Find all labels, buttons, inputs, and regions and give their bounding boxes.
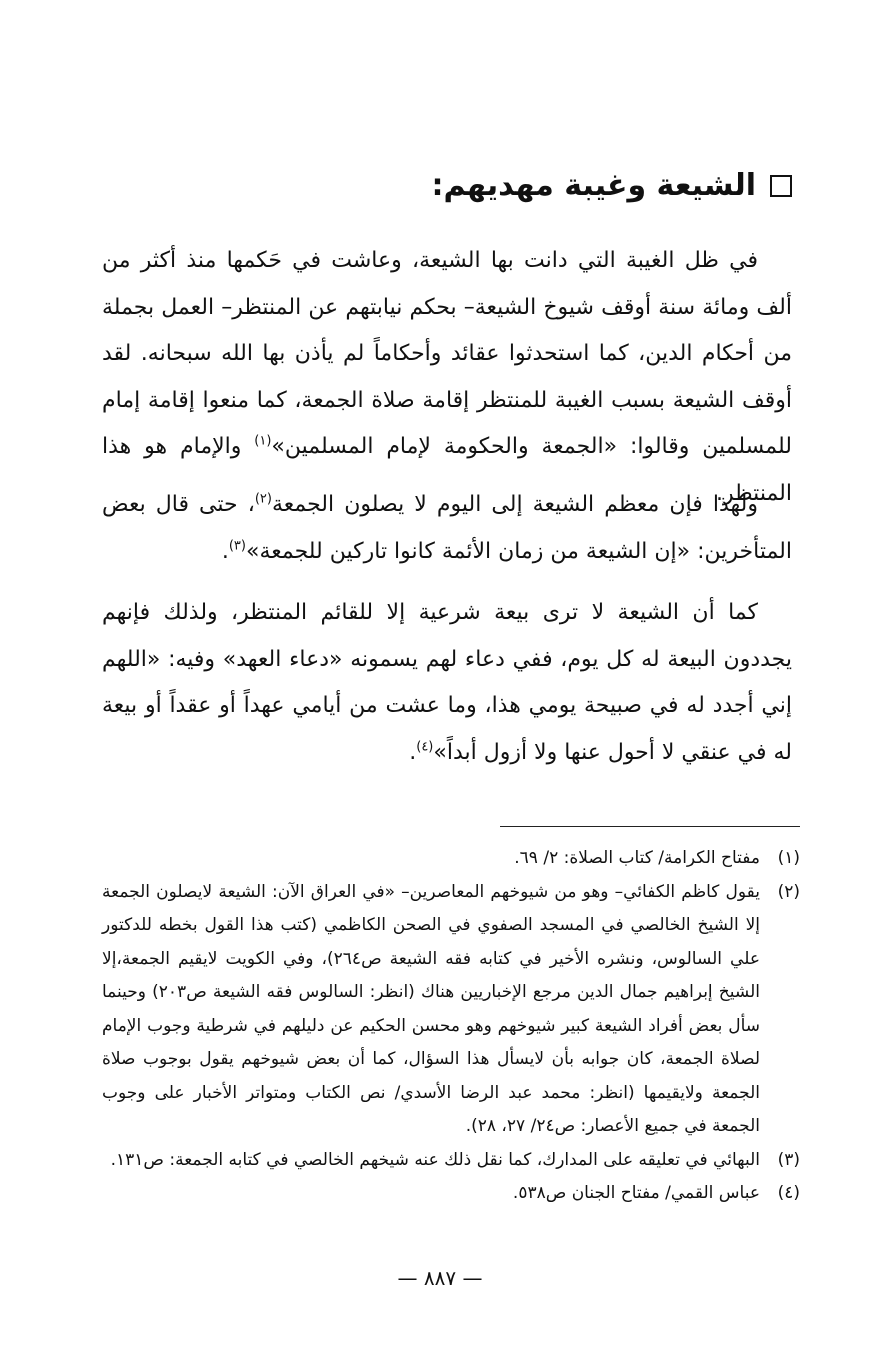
footnote-number: (٣) xyxy=(777,1149,800,1170)
paragraph-1-text-b: والإمام هو هذا المنتظر. xyxy=(102,434,792,506)
footnote-item xyxy=(102,876,800,1144)
footnote-number: (١) xyxy=(777,848,800,868)
footnote-item xyxy=(102,1177,800,1211)
footnote-item xyxy=(102,1144,800,1178)
paragraph-3-text-a: كما أن الشيعة لا ترى بيعة شرعية إلا للقائم المنتظر، ولذلك فإنهم يجددون البيعة له كل يوم، ففي دعاء لهم يسمونه «دعاء العهد» وفيه: «اللهم إني أجدد له في صبيحة يومي هذا، وما عشت من أيامي عهداً أو عقداً أو بيعة له في عنقي لا أحول عنها ولا أزول أبداً» xyxy=(102,600,792,765)
footnote-ref-3: (٣) xyxy=(228,538,246,554)
section-heading xyxy=(100,160,792,212)
footnote-text: البهائي في تعليقه على المدارك، كما نقل ذلك عنه شيخهم الخالصي في كتابه الجمعة: ص١٣١. xyxy=(110,1149,760,1170)
footnote-number: (٢) xyxy=(777,881,800,902)
footnote-text: مفتاح الكرامة/ كتاب الصلاة: ٢/ ٦٩. xyxy=(514,848,760,868)
footnote-divider xyxy=(500,826,800,827)
footnote-item xyxy=(102,842,800,876)
paragraph-1-text-a: في ظل الغيبة التي دانت بها الشيعة، وعاشت في حَكمها منذ أكثر من ألف ومائة سنة أوقف شيوخ الشيعة– بحكم نيابتهم عن المنتظر– العمل بجملة من أحكام الدين، كما استحدثوا عقائد وأحكاماً لم يأذن بها الله سبحانه. لقد أوقف الشيعة بسبب الغيبة للمنتظر إقامة صلاة الجمعة، كما منعوا إقامة إمام للمسلمين وقالوا: «الجمعة والحكومة لإمام المسلمين» xyxy=(102,248,792,459)
paragraph-2-text-c: . xyxy=(221,538,229,564)
paragraph-3-text-b: . xyxy=(409,739,417,765)
square-bullet-icon xyxy=(770,175,792,197)
paragraph-2-text-a: ولهذا فإن معظم الشيعة إلى اليوم لا يصلون الجمعة xyxy=(271,492,758,517)
section-heading-text: الشيعة وغيبة مهديهم: xyxy=(431,168,756,203)
footnote-ref-1: (١) xyxy=(254,433,272,449)
footnote-text: عباس القمي/ مفتاح الجنان ص٥٣٨. xyxy=(512,1183,760,1203)
paragraph-3 xyxy=(102,590,792,776)
footnotes xyxy=(102,842,800,1211)
footnote-ref-2: (٢) xyxy=(254,491,272,507)
footnote-ref-4: (٤) xyxy=(416,739,434,755)
footnote-text: يقول كاظم الكفائي– وهو من شيوخهم المعاصرين– «في العراق الآن: الشيعة لايصلون الجمعة إلا الشيخ الخالصي في المسجد الصفوي في الصحن الكاظمي (كتب هذا القول بخطه للدكتور علي السالوس، ونشره الأخير في كتابه فقه الشيعة ص٢٦٤)، وفي الكويت لايقيم الجمعة،إلا الشيخ إبراهيم جمال الدين مرجع الإخباريين هناك (انظر: السالوس فقه الشيعة ص٢٠٣) وحينما سأل بعض أفراد الشيعة كبير شيوخهم وهو محسن الحكيم عن دليلهم في شرطية وجوب الإمام لصلاة الجمعة، كان جوابه بأن لايسأل هذا السؤال، كما أن بعض شيوخهم يقول بوجوب صلاة الجمعة ولايقيمها (انظر: محمد عبد الرضا الأسدي/ نص الكتاب ومتواتر الأخبار على وجوب الجمعة في جميع الأعصار: ص٢٤/ ٢٧، ٢٨). xyxy=(102,881,760,1136)
paragraph-2 xyxy=(102,482,792,575)
paragraph-1 xyxy=(102,238,792,517)
footnote-number: (٤) xyxy=(777,1183,800,1203)
page-number: — ٨٨٧ — xyxy=(397,1266,483,1290)
paragraph-2-text-b: ، حتى قال بعض المتأخرين: «إن الشيعة من زمان الأئمة كانوا تاركين للجمعة» xyxy=(102,492,792,564)
